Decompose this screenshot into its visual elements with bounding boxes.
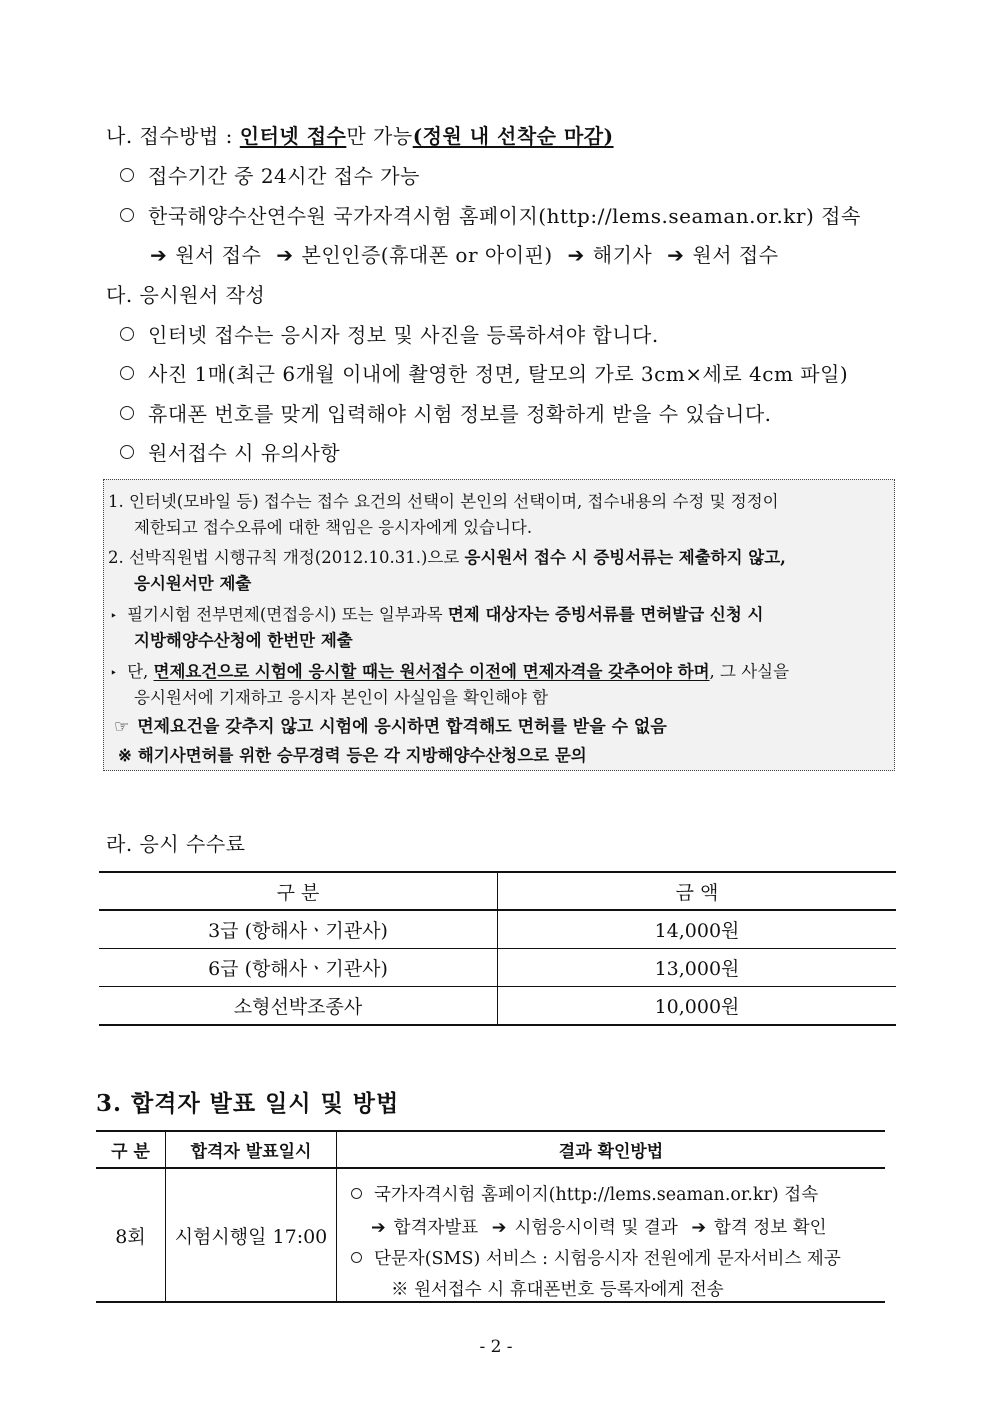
da-bullet-2-text: 사진 1매(최근 6개월 이내에 촬영한 정면, 탈모의 가로 3cm×세로 4cm 파일)	[148, 362, 849, 386]
heading-mid: 만 가능	[346, 124, 413, 148]
fee-category: 소형선박조종사	[99, 987, 498, 1026]
reference-mark-icon: ※	[118, 746, 132, 765]
result-date: 시험시행일 17:00	[166, 1168, 337, 1302]
fee-table-header	[99, 872, 896, 910]
notice-warning	[114, 712, 667, 737]
notice-3-line-2: 지방해양수산청에 한번만 제출	[134, 631, 353, 650]
da-bullet-3-text: 휴대폰 번호를 맞게 입력해야 시험 정보를 정확하게 받을 수 있습니다.	[148, 402, 772, 426]
step-1: 원서 접수	[175, 243, 262, 267]
heading-paren: (정원 내 선착순 마감)	[412, 124, 614, 148]
section-na-heading	[106, 120, 614, 149]
notice-2-line-1	[108, 544, 786, 568]
method-2-text: 단문자(SMS) 서비스 : 시험응시자 전원에게 문자서비스 제공	[374, 1249, 841, 1269]
results-col-method: 결과 확인방법	[558, 1142, 664, 1162]
method-2	[351, 1245, 885, 1270]
arrow-right-icon: ➔	[371, 1218, 386, 1238]
circle-bullet-icon	[351, 1252, 362, 1263]
circle-bullet-icon	[120, 208, 134, 222]
notice-4-line-1	[110, 658, 789, 682]
method-1-text: 국가자격시험 홈페이지(http://lems.seaman.or.kr) 접속	[374, 1185, 819, 1205]
da-bullet-4	[120, 437, 340, 466]
table-row	[99, 987, 896, 1026]
heading-prefix: 나. 접수방법 :	[106, 124, 240, 148]
notice-2-line-2: 응시원서만 제출	[134, 574, 252, 593]
result-round: 8회	[96, 1168, 166, 1302]
results-col-date: 합격자 발표일시	[166, 1131, 337, 1168]
pointing-hand-icon: ☞	[114, 717, 130, 737]
section-3-heading: 3. 합격자 발표 일시 및 방법	[96, 1090, 400, 1117]
circle-bullet-icon	[120, 406, 134, 420]
fee-category: 3급 (항해사ㆍ기관사)	[99, 910, 498, 949]
page-number: - 2 -	[479, 1337, 513, 1357]
results-table	[96, 1130, 885, 1303]
notice-2-plain: 2. 선박직원법 시행규칙 개정(2012.10.31.)으로	[108, 548, 465, 567]
notice-2-bold: 응시원서 접수 시 증빙서류는 제출하지 않고,	[464, 548, 786, 567]
na-bullet-1-text: 접수기간 중 24시간 접수 가능	[148, 164, 420, 188]
section-ra-heading: 라. 응시 수수료	[106, 832, 246, 856]
results-col-round: 구 분	[96, 1131, 166, 1168]
heading-method: 인터넷 접수	[239, 124, 347, 148]
notice-reference	[118, 742, 587, 766]
arrow-right-icon: ➔	[567, 243, 585, 267]
method-3: ※ 원서접수 시 휴대폰번호 등록자에게 전송	[391, 1280, 724, 1300]
method-1-steps	[371, 1214, 885, 1239]
notice-1-line-1: 1. 인터넷(모바일 등) 접수는 접수 요건의 선택이 본인의 선택이며, 접수내용의 수정 및 정정이	[108, 492, 779, 511]
circle-bullet-icon	[120, 168, 134, 182]
step-4: 원서 접수	[692, 243, 779, 267]
fee-table	[99, 871, 896, 1026]
fee-amount: 13,000원	[654, 958, 740, 980]
circle-bullet-icon	[120, 445, 134, 459]
arrow-right-icon: ➔	[150, 243, 168, 267]
fee-amount: 10,000원	[654, 996, 740, 1018]
na-bullet-2-text: 한국해양수산연수원 국가자격시험 홈페이지(http://lems.seaman.or.kr) 접속	[148, 204, 861, 228]
table-row	[96, 1168, 885, 1302]
na-step-flow	[150, 239, 779, 268]
results-table-header	[96, 1131, 885, 1168]
na-bullet-2	[120, 200, 861, 229]
section-da-heading: 다. 응시원서 작성	[106, 283, 266, 307]
fee-amount: 14,000원	[654, 920, 740, 942]
arrow-right-icon: ➔	[276, 243, 294, 267]
circle-bullet-icon	[351, 1188, 362, 1199]
notice-3-line-1	[110, 601, 763, 625]
method-step-1: 합격자발표	[393, 1218, 479, 1238]
small-bullet-icon: ‣	[110, 666, 118, 680]
fee-col-amount: 금 액	[675, 881, 719, 904]
da-bullet-1	[120, 319, 659, 348]
da-bullet-4-text: 원서접수 시 유의사항	[148, 441, 341, 465]
notice-1-line-2: 제한되고 접수오류에 대한 책임은 응시자에게 있습니다.	[134, 518, 533, 537]
da-bullet-1-text: 인터넷 접수는 응시자 정보 및 사진을 등록하셔야 합니다.	[148, 323, 659, 347]
arrow-right-icon: ➔	[491, 1218, 507, 1238]
arrow-right-icon: ➔	[691, 1218, 706, 1238]
notice-4-suffix: , 그 사실을	[709, 662, 790, 681]
notice-warning-text: 면제요건을 갖추지 않고 시험에 응시하면 합격해도 면허를 받을 수 없음	[137, 717, 667, 737]
da-bullet-3	[120, 398, 772, 427]
notice-3-plain: 필기시험 전부면제(면접응시) 또는 일부과목	[127, 605, 448, 624]
circle-bullet-icon	[120, 327, 134, 341]
da-bullet-2	[120, 358, 848, 387]
table-row	[99, 949, 896, 987]
notice-4-prefix: 단,	[127, 662, 154, 681]
na-bullet-1	[120, 160, 420, 189]
step-3: 해기사	[592, 243, 653, 267]
fee-col-category: 구 분	[99, 872, 498, 910]
notice-3-bold: 면제 대상자는 증빙서류를 면허발급 신청 시	[447, 605, 764, 624]
step-2: 본인인증(휴대폰 or 아이핀)	[301, 243, 553, 267]
arrow-right-icon: ➔	[667, 243, 685, 267]
method-step-2: 시험응시이력 및 결과	[514, 1218, 678, 1238]
table-row	[99, 910, 896, 949]
notice-4-line-2: 응시원서에 기재하고 응시자 본인이 사실임을 확인해야 함	[134, 688, 549, 707]
notice-4-bold: 면제요건으로 시험에 응시할 때는 원서접수 이전에 면제자격을 갖추어야 하며	[153, 662, 710, 681]
fee-category: 6급 (항해사ㆍ기관사)	[99, 949, 498, 987]
result-methods	[337, 1168, 886, 1302]
small-bullet-icon: ‣	[110, 609, 118, 623]
method-1	[351, 1181, 885, 1206]
circle-bullet-icon	[120, 366, 134, 380]
notice-reference-text: 해기사면허를 위한 승무경력 등은 각 지방해양수산청으로 문의	[137, 746, 587, 765]
method-step-3: 합격 정보 확인	[713, 1218, 827, 1238]
notice-box	[103, 479, 895, 771]
